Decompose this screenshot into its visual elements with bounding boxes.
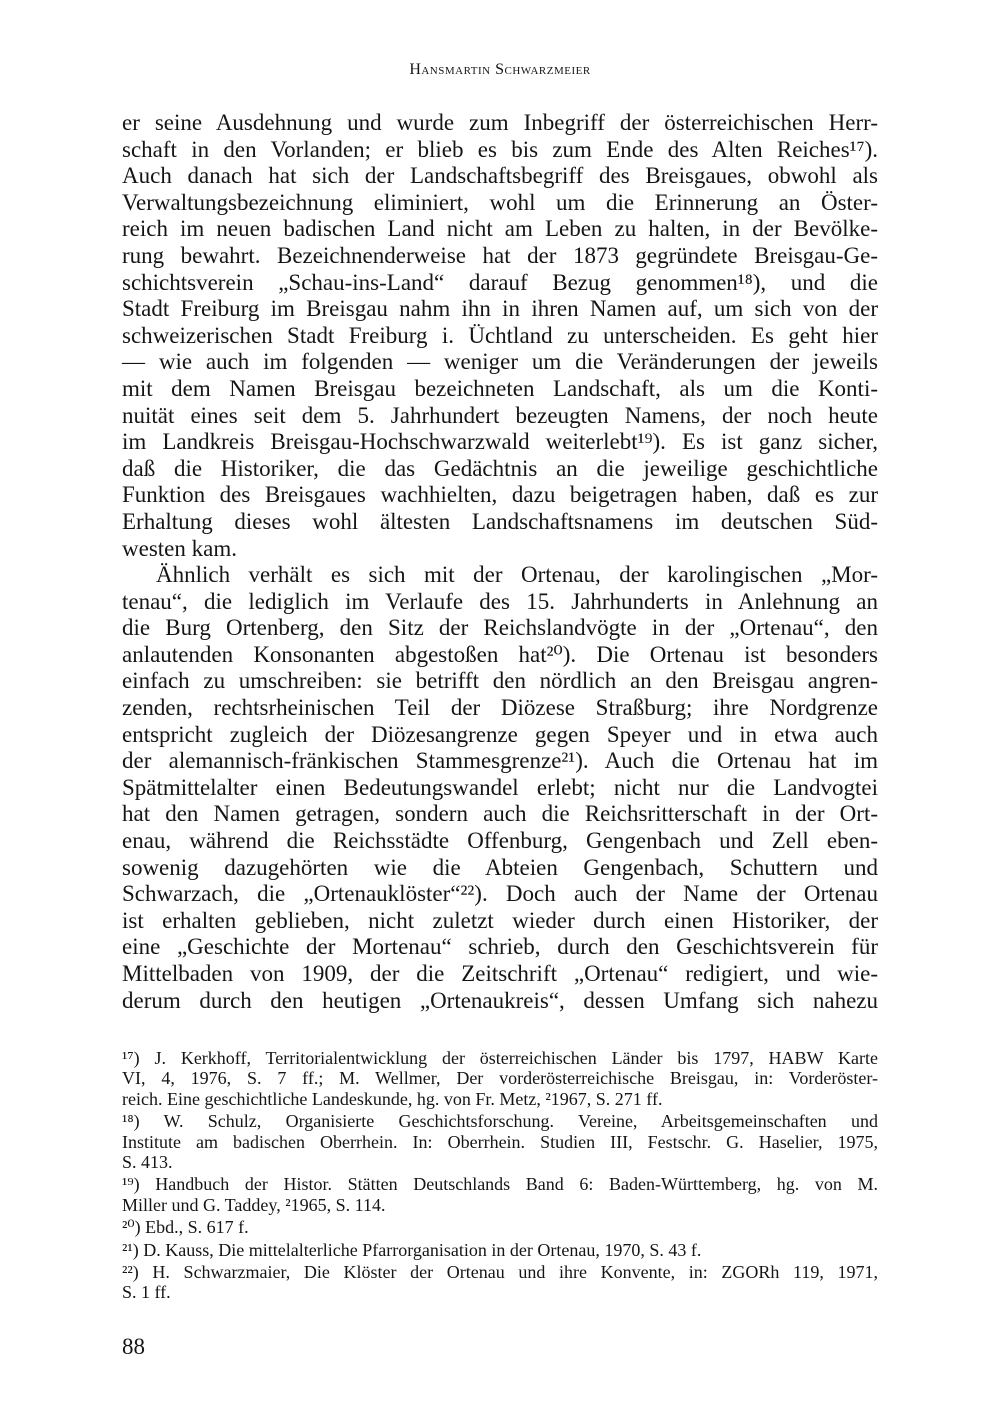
footnote-line: VI, 4, 1976, S. 7 ff.; M. Wellmer, Der vorderösterreichische Breisgau, in: Vorderöster-	[122, 1068, 878, 1089]
body-line: westen kam.	[122, 535, 237, 561]
footnote-21: ²¹) D. Kauss, Die mittelalterliche Pfarrorganisation in der Ortenau, 1970, S. 43 f.	[122, 1239, 702, 1260]
footnote-20: ²⁰) Ebd., S. 617 f.	[122, 1217, 249, 1238]
body-line: nuität eines seit dem 5. Jahrhundert bezeugten Namens, der noch heute	[122, 402, 878, 428]
footnote-line: Institute am badischen Oberrhein. In: Oberrhein. Studien III, Festschr. G. Haselier, 1975,	[122, 1131, 878, 1152]
footnote-17: ¹⁷) J. Kerkhoff, Territorialentwicklung der österreichischen Länder bis 1797, HABW Karte	[122, 1048, 878, 1068]
body-line: Stadt Freiburg im Breisgau nahm ihn in ihren Namen auf, um sich von der	[122, 296, 878, 322]
body-line: die Burg Ortenberg, den Sitz der Reichslandvögte in der „Ortenau“, den	[122, 615, 878, 641]
body-line: Schwarzach, die „Ortenauklöster“²²). Doch auch der Name der Ortenau	[122, 881, 878, 907]
body-line: einfach zu umschreiben: sie betrifft den nördlich an den Breisgau angren-	[122, 668, 878, 694]
body-line: derum durch den heutigen „Ortenaukreis“, dessen Umfang sich nahezu	[122, 987, 878, 1013]
page-number: 88	[122, 1334, 145, 1359]
body-line: enau, während die Reichsstädte Offenburg, Gengenbach und Zell eben-	[122, 828, 878, 854]
body-line: tenau“, die lediglich im Verlaufe des 15. Jahrhunderts in Anlehnung an	[122, 588, 878, 614]
body-line: ist erhalten geblieben, nicht zuletzt wieder durch einen Historiker, der	[122, 907, 878, 933]
body-line: Verwaltungsbezeichnung eliminiert, wohl um die Erinnerung an Öster-	[122, 189, 878, 215]
footnote-18: ¹⁸) W. Schulz, Organisierte Geschichtsforschung. Vereine, Arbeitsgemeinschaften und	[122, 1111, 878, 1132]
body-line: sowenig dazugehörten wie die Abteien Gengenbach, Schuttern und	[122, 854, 878, 880]
body-line: anlautenden Konsonanten abgestoßen hat²⁰). Die Ortenau ist besonders	[122, 641, 878, 667]
footnote-line: Miller und G. Taddey, ²1965, S. 114.	[122, 1194, 386, 1215]
footnote-line: S. 413.	[122, 1151, 173, 1172]
running-header: Hansmartin Schwarzmeier	[409, 61, 591, 78]
body-line: schichtsverein „Schau-ins-Land“ darauf Bezug genommen¹⁸), und die	[122, 269, 878, 295]
body-line: mit dem Namen Breisgau bezeichneten Landschaft, als um die Konti-	[122, 375, 878, 401]
footnote-19: ¹⁹) Handbuch der Histor. Stätten Deutschlands Band 6: Baden-Württemberg, hg. von M.	[122, 1174, 878, 1195]
body-line: daß die Historiker, die das Gedächtnis an die jeweilige geschichtliche	[122, 455, 878, 481]
footnote-22: ²²) H. Schwarzmaier, Die Klöster der Ortenau und ihre Konvente, in: ZGORh 119, 1971,	[122, 1261, 878, 1282]
body-line: — wie auch im folgenden — weniger um die Veränderungen der jeweils	[122, 349, 878, 375]
body-line: Mittelbaden von 1909, der die Zeitschrift „Ortenau“ redigiert, und wie-	[122, 961, 878, 986]
body-line: Auch danach hat sich der Landschaftsbegriff des Breisgaues, obwohl als	[122, 163, 878, 189]
body-line: zenden, rechtsrheinischen Teil der Diözese Straßburg; ihre Nordgrenze	[122, 695, 878, 721]
body-line: hat den Namen getragen, sondern auch die Reichsritterschaft in der Ort-	[122, 801, 878, 827]
body-line: Funktion des Breisgaues wachhielten, dazu beigetragen haben, daß es zur	[122, 482, 878, 508]
body-line: im Landkreis Breisgau-Hochschwarzwald weiterlebt¹⁹). Es ist ganz sicher,	[122, 429, 878, 455]
body-line: er seine Ausdehnung und wurde zum Inbegriff der österreichischen Herr-	[122, 110, 878, 135]
body-line: eine „Geschichte der Mortenau“ schrieb, durch den Geschichtsverein für	[122, 934, 878, 960]
footnote-line: S. 1 ff.	[122, 1282, 171, 1303]
body-line: Spätmittelalter einen Bedeutungswandel erlebt; nicht nur die Landvogtei	[122, 774, 878, 800]
body-line: Erhaltung dieses wohl ältesten Landschaftsnamens im deutschen Süd-	[122, 508, 878, 534]
body-line: entspricht zugleich der Diözesangrenze gegen Speyer und in etwa auch	[122, 721, 878, 747]
body-line: schweizerischen Stadt Freiburg i. Üchtland zu unterscheiden. Es geht hier	[122, 322, 878, 348]
body-line: Ähnlich verhält es sich mit der Ortenau, der karolingischen „Mor-	[156, 562, 878, 588]
footnote-line: reich. Eine geschichtliche Landeskunde, hg. von Fr. Metz, ²1967, S. 271 ff.	[122, 1088, 663, 1109]
body-line: der alemannisch-fränkischen Stammesgrenze²¹). Auch die Ortenau hat im	[122, 748, 878, 774]
body-line: rung bewahrt. Bezeichnenderweise hat der 1873 gegründete Breisgau-Ge-	[122, 242, 878, 268]
body-line: reich im neuen badischen Land nicht am Leben zu halten, in der Bevölke-	[122, 216, 878, 242]
body-line: schaft in den Vorlanden; er blieb es bis zum Ende des Alten Reiches¹⁷).	[122, 136, 878, 162]
body-text	[122, 110, 878, 1014]
footnotes	[122, 1048, 878, 1303]
